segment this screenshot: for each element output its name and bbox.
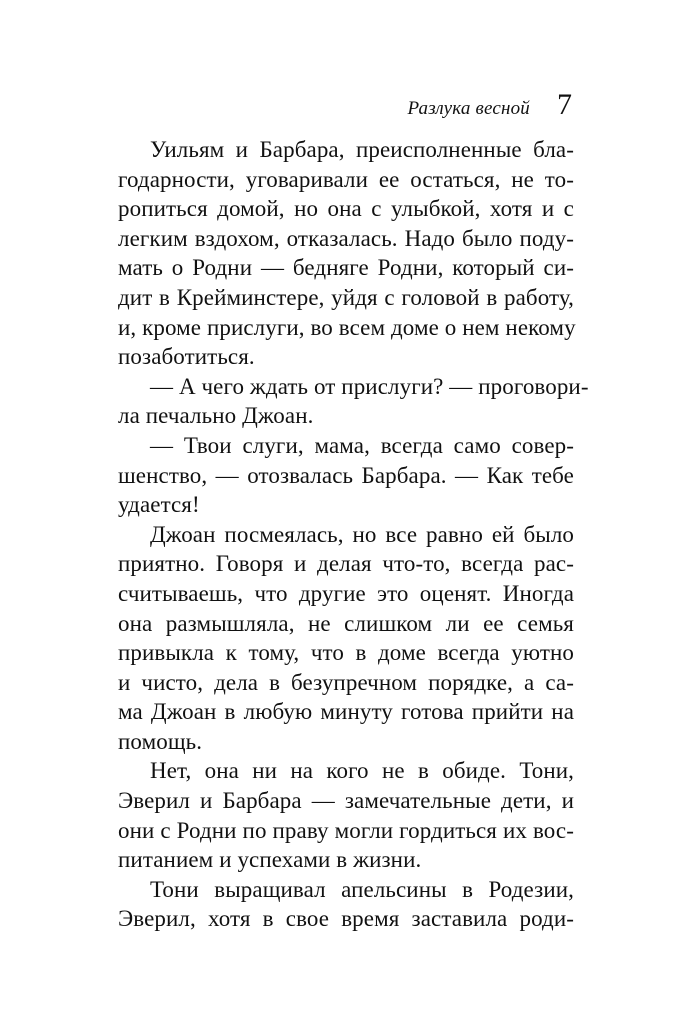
text-line: годарности, уговаривали ее остаться, не то- — [118, 166, 574, 192]
text-line: питанием и успехами в жизни. — [118, 847, 422, 873]
text-line: Нет, она ни на кого не в обиде. Тони, — [150, 758, 574, 784]
text-line: ропиться домой, но она с улыбкой, хотя и с — [118, 196, 574, 222]
text-line: — А чего ждать от прислуги? — проговори- — [150, 373, 589, 399]
text-line: позаботиться. — [118, 344, 255, 370]
text-line: Уильям и Барбара, преисполненные бла- — [150, 137, 574, 162]
text-line: считываешь, что другие это оценят. Иногда — [118, 580, 574, 606]
text-line: дит в Крейминстере, уйдя с головой в работу, — [118, 284, 574, 310]
text-line: она размышляла, не слишком ли ее семья — [118, 610, 574, 636]
text-line: они с Родни по праву могли гордиться их вос- — [118, 817, 574, 843]
text-line: и, кроме прислуги, во всем доме о нем некому — [118, 314, 576, 340]
text-line: Джоан посмеялась, но все равно ей было — [150, 521, 574, 547]
text-line: Эверил, хотя в свое время заставила роди- — [118, 906, 574, 932]
text-line: удается! — [118, 492, 200, 518]
text-line: Тони выращивал апельсины в Родезии, — [150, 876, 574, 902]
text-line: — Твои слуги, мама, всегда само совер- — [150, 432, 574, 458]
text-line: помощь. — [118, 728, 203, 754]
body-text — [118, 135, 589, 934]
running-title: Разлука весной — [407, 98, 530, 119]
text-line: шенство, — отозвалась Барбара. — Как тебе — [118, 462, 574, 488]
text-line: и чисто, дела в безупречном порядке, а са- — [118, 669, 574, 695]
text-line: привыкла к тому, что в доме всегда уютно — [118, 640, 574, 666]
text-line: ла печально Джоан. — [118, 403, 314, 429]
text-line: мать о Родни — бедняге Родни, который си- — [118, 255, 574, 281]
text-line: Эверил и Барбара — замечательные дети, и — [118, 788, 574, 814]
text-line: ма Джоан в любую минуту готова прийти на — [118, 699, 574, 725]
running-header — [118, 88, 574, 128]
text-line: приятно. Говоря и делая что-то, всегда рас- — [118, 551, 574, 577]
page-number: 7 — [557, 88, 572, 121]
text-line: легким вздохом, отказалась. Надо было поду- — [118, 225, 574, 251]
